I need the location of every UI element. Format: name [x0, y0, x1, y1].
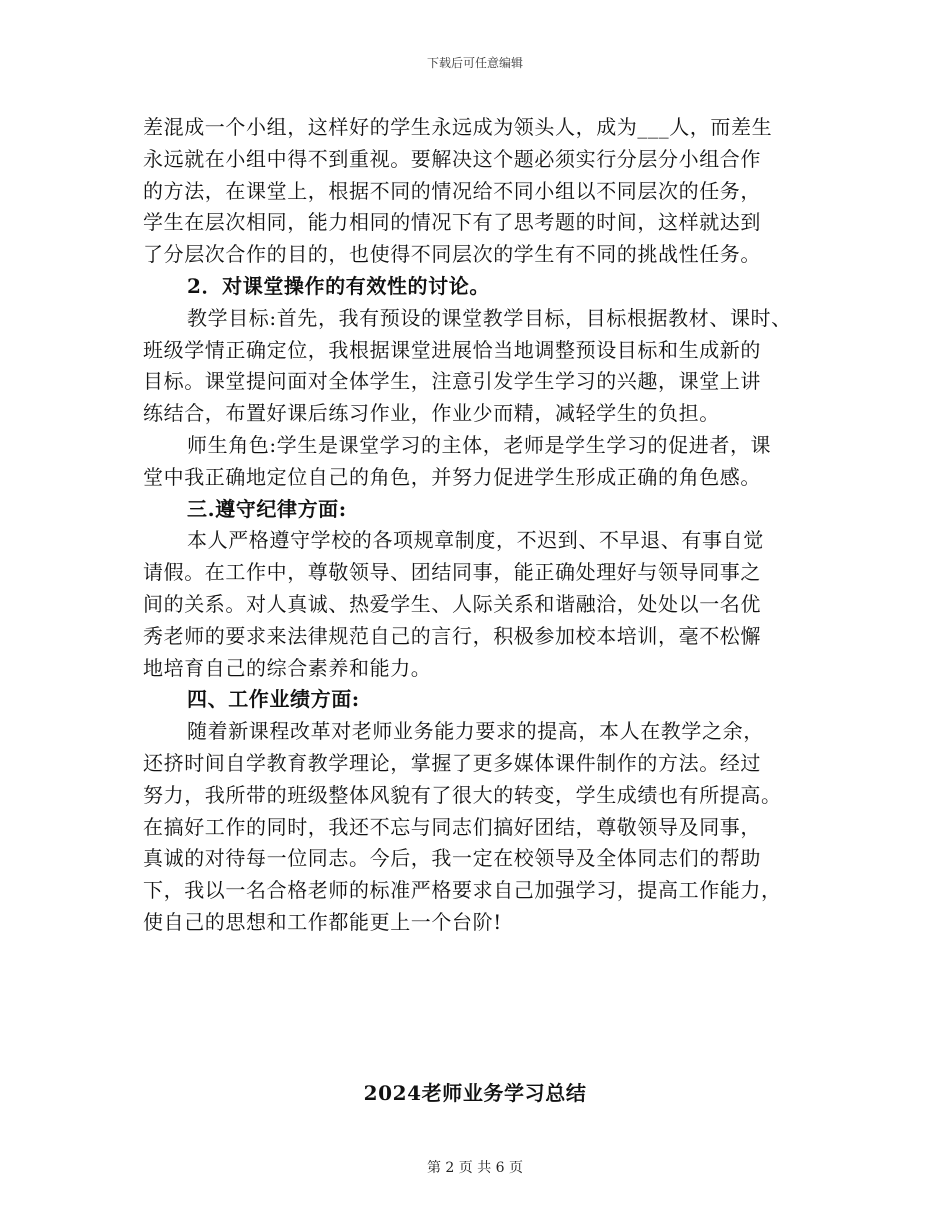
body-line: 了分层次合作的目的，也使得不同层次的学生有不同的挑战性任务。: [143, 242, 761, 267]
body-line: 还挤时间自学教育教学理论，掌握了更多媒体课件制作的方法。经过: [143, 750, 761, 775]
page-header: 下载后可任意编辑: [426, 56, 523, 70]
section-heading: 四、工作业绩方面:: [187, 687, 360, 712]
body-line: 真诚的对待每一位同志。今后，我一定在校领导及全体同志们的帮助: [143, 846, 761, 871]
body-line: 班级学情正确定位，我根据课堂进展恰当地调整预设目标和生成新的: [143, 337, 761, 362]
paragraph-start: 本人严格遵守学校的各项规章制度，不迟到、不早退、有事自觉: [187, 528, 764, 553]
body-line: 秀老师的要求来法律规范自己的言行，积极参加校本培训，毫不松懈: [143, 623, 761, 648]
body-line: 努力，我所带的班级整体风貌有了很大的转变，学生成绩也有所提高。: [143, 782, 782, 807]
paragraph-start: 教学目标:首先，我有预设的课堂教学目标，目标根据教材、课时、: [187, 305, 792, 330]
document-body: [143, 112, 823, 939]
body-line: 地培育自己的综合素养和能力。: [143, 655, 432, 680]
body-line: 请假。在工作中，尊敬领导、团结同事，能正确处理好与领导同事之: [143, 560, 761, 585]
body-line: 使自己的思想和工作都能更上一个台阶!: [143, 909, 502, 934]
body-line: 目标。课堂提问面对全体学生，注意引发学生学习的兴趣，课堂上讲: [143, 369, 761, 394]
section-title: 2024老师业务学习总结: [363, 1081, 587, 1105]
body-line: 学生在层次相同，能力相同的情况下有了思考题的时间，这样就达到: [143, 210, 761, 235]
body-line: 练结合，布置好课后练习作业，作业少而精，减轻学生的负担。: [143, 401, 720, 426]
body-line: 在搞好工作的同时，我还不忘与同志们搞好团结，尊敬领导及同事，: [143, 814, 761, 839]
body-line: 的方法，在课堂上，根据不同的情况给不同小组以不同层次的任务，: [143, 178, 761, 203]
section-heading: 三.遵守纪律方面:: [187, 496, 347, 521]
body-line: 下，我以一名合格老师的标准严格要求自己加强学习，提高工作能力，: [143, 878, 782, 903]
page-number: 第 2 页 共 6 页: [426, 1160, 524, 1176]
body-line: 间的关系。对人真诚、热爱学生、人际关系和谐融洽，处处以一名优: [143, 591, 761, 616]
paragraph-start: 师生角色:学生是课堂学习的主体，老师是学生学习的促进者，课: [187, 432, 772, 457]
body-line: 差混成一个小组，这样好的学生永远成为领头人，成为___人，而差生: [143, 115, 773, 139]
section-heading: 2．对课堂操作的有效性的讨论。: [187, 273, 490, 298]
body-line: 永远就在小组中得不到重视。要解决这个题必须实行分层分小组合作: [143, 146, 761, 171]
body-line: 堂中我正确地定位自己的角色，并努力促进学生形成正确的角色感。: [143, 464, 761, 489]
paragraph-start: 随着新课程改革对老师业务能力要求的提高，本人在教学之余，: [187, 719, 764, 744]
